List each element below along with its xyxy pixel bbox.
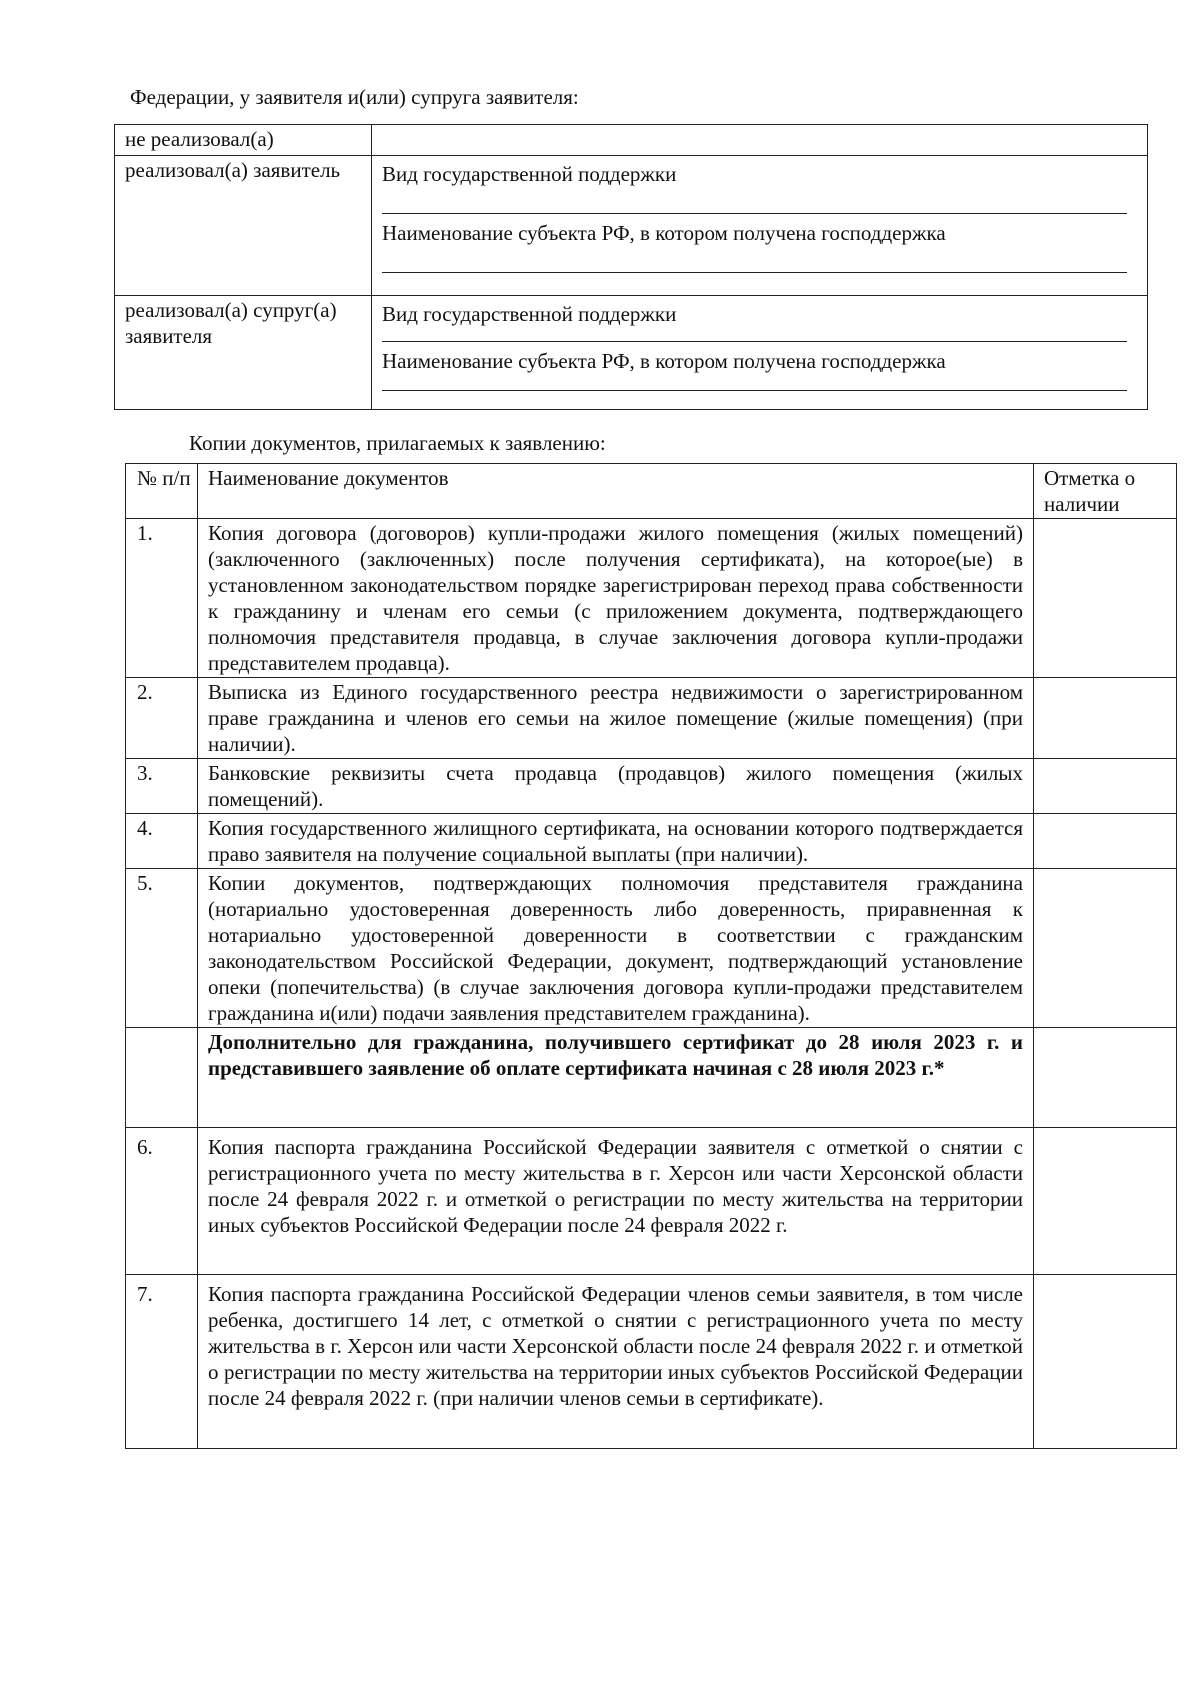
fill-line[interactable] (382, 187, 1127, 214)
document-description: Банковские реквизиты счета продавца (продавцов) жилого помещения (жилых помещений). (198, 759, 1034, 814)
header-document-name: Наименование документов (198, 464, 1034, 519)
table-row (126, 1128, 1177, 1275)
applicant-fields (372, 156, 1148, 296)
intro-line: Федерации, у заявителя и(или) супруга заявителя: (130, 85, 579, 109)
table-row (126, 869, 1177, 1028)
row-number: 2. (126, 678, 198, 759)
documents-table (125, 463, 1177, 1449)
row-number: 6. (126, 1128, 198, 1275)
document-description: Копия паспорта гражданина Российской Федерации заявителя с отметкой о снятии с регистрационного учета по месту жительства в г. Херсон или части Херсонской области после 24 февраля 2022 г. и отметкой о регистрации по месту жительства на территории иных субъектов Российской Федерации после 24 февраля 2022 г. (198, 1128, 1034, 1275)
spouse-fields (372, 296, 1148, 410)
row-number (126, 1028, 198, 1128)
table-row (126, 519, 1177, 678)
spouse-region-field[interactable] (382, 344, 1127, 391)
applicant-support-type-field[interactable] (382, 157, 1127, 214)
not-realized-mark-cell[interactable] (372, 125, 1148, 156)
table-row (126, 1275, 1177, 1449)
row-number: 7. (126, 1275, 198, 1449)
field-label: Наименование субъекта РФ, в котором получена господдержка (382, 349, 946, 373)
presence-mark-cell[interactable] (1034, 814, 1177, 869)
table-row (126, 759, 1177, 814)
row-number: 3. (126, 759, 198, 814)
state-support-table (114, 124, 1148, 410)
row-number: 4. (126, 814, 198, 869)
fill-line[interactable] (382, 327, 1127, 342)
document-description: Копия договора (договоров) купли-продажи жилого помещения (жилых помещений) (заключенного (заключенных) после получения сертификата), на которое(ые) в установленном законодательством порядке зарегистрирован переход права собственности к гражданину и членам его семьи (с приложением документа, подтверждающего полномочия представителя продавца, в случае заключения договора купли-продажи представителем продавца). (198, 519, 1034, 678)
support-row-applicant (115, 156, 1148, 296)
presence-mark-cell[interactable] (1034, 1128, 1177, 1275)
document-description: Копия паспорта гражданина Российской Федерации членов семьи заявителя, в том числе ребенка, достигшего 14 лет, с отметкой о снятии с регистрационного учета по месту жительства в г. Херсон или части Херсонской области после 24 февраля 2022 г. и отметкой о регистрации по месту жительства на территории иных субъектов Российской Федерации после 24 февраля 2022 г. (при наличии членов семьи в сертификате). (198, 1275, 1034, 1449)
presence-mark-cell[interactable] (1034, 869, 1177, 1028)
applicant-region-field[interactable] (382, 216, 1127, 273)
table-row (126, 814, 1177, 869)
document-description: Выписка из Единого государственного реестра недвижимости о зарегистрированном праве гражданина и членов его семьи на жилое помещение (жилые помещения) (при наличии). (198, 678, 1034, 759)
presence-mark-cell[interactable] (1034, 519, 1177, 678)
table-row (126, 1028, 1177, 1128)
applicant-label: реализовал(а) заявитель (115, 156, 372, 296)
not-realized-option: не реализовал(а) (115, 125, 372, 156)
presence-mark-cell[interactable] (1034, 678, 1177, 759)
spouse-support-type-field[interactable] (382, 297, 1127, 342)
header-presence-mark: Отметка о наличии (1034, 464, 1177, 519)
presence-mark-cell[interactable] (1034, 1275, 1177, 1449)
field-label: Вид государственной поддержки (382, 302, 677, 326)
support-row-spouse (115, 296, 1148, 410)
document-description: Копия государственного жилищного сертификата, на основании которого подтверждается право заявителя на получение социальной выплаты (при наличии). (198, 814, 1034, 869)
attached-documents-heading: Копии документов, прилагаемых к заявлению: (189, 431, 606, 455)
additional-section-heading: Дополнительно для гражданина, получившего сертификат до 28 июля 2023 г. и представившего заявление об оплате сертификата начиная с 28 июля 2023 г.* (198, 1028, 1034, 1128)
spouse-label: реализовал(а) супруг(а) заявителя (115, 296, 372, 410)
field-label: Наименование субъекта РФ, в котором получена господдержка (382, 221, 946, 245)
field-label: Вид государственной поддержки (382, 162, 677, 186)
row-number: 5. (126, 869, 198, 1028)
document-description: Копии документов, подтверждающих полномочия представителя гражданина (нотариально удостоверенная доверенность либо доверенность, приравненная к нотариально удостоверенной доверенности в соответствии с гражданским законодательством Российской Федерации, документ, подтверждающий установление опеки (попечительства) (в случае заключения договора купли-продажи представителем гражданина и(или) подачи заявления представителем гражданина). (198, 869, 1034, 1028)
fill-line[interactable] (382, 246, 1127, 273)
row-number: 1. (126, 519, 198, 678)
table-row (126, 678, 1177, 759)
support-row-not-realized (115, 125, 1148, 156)
presence-mark-cell[interactable] (1034, 1028, 1177, 1128)
presence-mark-cell[interactable] (1034, 759, 1177, 814)
fill-line[interactable] (382, 374, 1127, 391)
header-num: № п/п (126, 464, 198, 519)
table-header-row (126, 464, 1177, 519)
